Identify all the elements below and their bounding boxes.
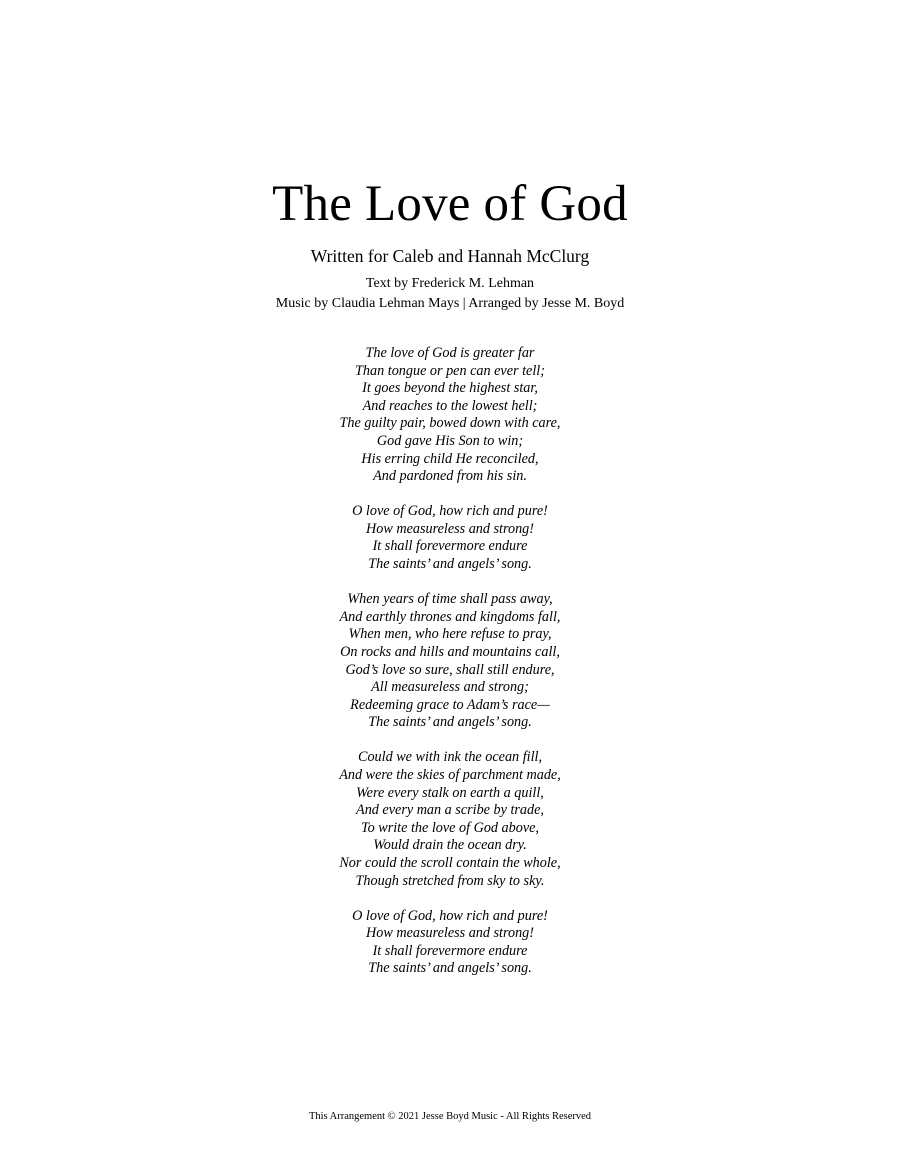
refrain-1	[0, 503, 900, 573]
lyric-line: O love of God, how rich and pure!	[352, 907, 548, 924]
lyric-line: How measureless and strong!	[365, 925, 534, 942]
lyric-line: It goes beyond the highest star,	[362, 380, 538, 397]
lyric-line: Though stretched from sky to sky.	[355, 872, 545, 889]
lyric-line: God gave His Son to win;	[376, 432, 524, 449]
lyric-line: And were the skies of parchment made,	[339, 766, 561, 783]
lyric-line: The saints’ and angels’ song.	[368, 714, 532, 731]
lyric-line: Could we with ink the ocean fill,	[357, 749, 543, 766]
lyric-line: God’s love so sure, shall still endure,	[345, 661, 555, 678]
stanza-1	[0, 345, 900, 486]
dedication-subtitle: Written for Caleb and Hannah McClurg	[310, 246, 590, 266]
lyric-line: On rocks and hills and mountains call,	[340, 643, 560, 660]
lyric-line: Nor could the scroll contain the whole,	[339, 854, 561, 871]
stanza-2	[0, 591, 900, 732]
music-credit: Music by Claudia Lehman Mays | Arranged by Jesse M. Boyd	[275, 296, 625, 311]
lyric-line: All measureless and strong;	[371, 679, 529, 696]
lyric-line: And pardoned from his sin.	[373, 468, 527, 485]
lyric-line: And earthly thrones and kingdoms fall,	[339, 608, 561, 625]
lyric-line: When years of time shall pass away,	[347, 591, 553, 608]
lyric-line: The guilty pair, bowed down with care,	[339, 415, 561, 432]
page-title: The Love of God	[272, 176, 628, 232]
copyright-footer: This Arrangement © 2021 Jesse Boyd Music - All Rights Reserved	[308, 1111, 592, 1122]
lyric-line: The love of God is greater far	[365, 345, 535, 361]
lyric-line: When men, who here refuse to pray,	[348, 626, 552, 643]
stanza-3	[0, 749, 900, 890]
lyric-line: It shall forevermore endure	[372, 538, 528, 555]
text-credit: Text by Frederick M. Lehman	[365, 276, 535, 291]
lyric-line: O love of God, how rich and pure!	[352, 503, 548, 520]
lyrics-body	[0, 345, 900, 996]
lyric-line: Redeeming grace to Adam’s race—	[350, 696, 550, 713]
lyric-line: The saints’ and angels’ song.	[368, 960, 532, 977]
lyric-line: It shall forevermore endure	[372, 942, 528, 959]
lyric-line: Than tongue or pen can ever tell;	[355, 362, 545, 379]
lyric-line: How measureless and strong!	[365, 520, 534, 537]
lyric-line: And every man a scribe by trade,	[356, 802, 544, 819]
refrain-2	[0, 908, 900, 978]
lyric-line: Would drain the ocean dry.	[373, 837, 527, 854]
lyric-line: And reaches to the lowest hell;	[362, 397, 538, 414]
lyric-line: Were every stalk on earth a quill,	[356, 784, 544, 801]
lyric-line: To write the love of God above,	[361, 819, 539, 836]
lyric-line: His erring child He reconciled,	[361, 450, 539, 467]
lyric-line: The saints’ and angels’ song.	[368, 556, 532, 573]
